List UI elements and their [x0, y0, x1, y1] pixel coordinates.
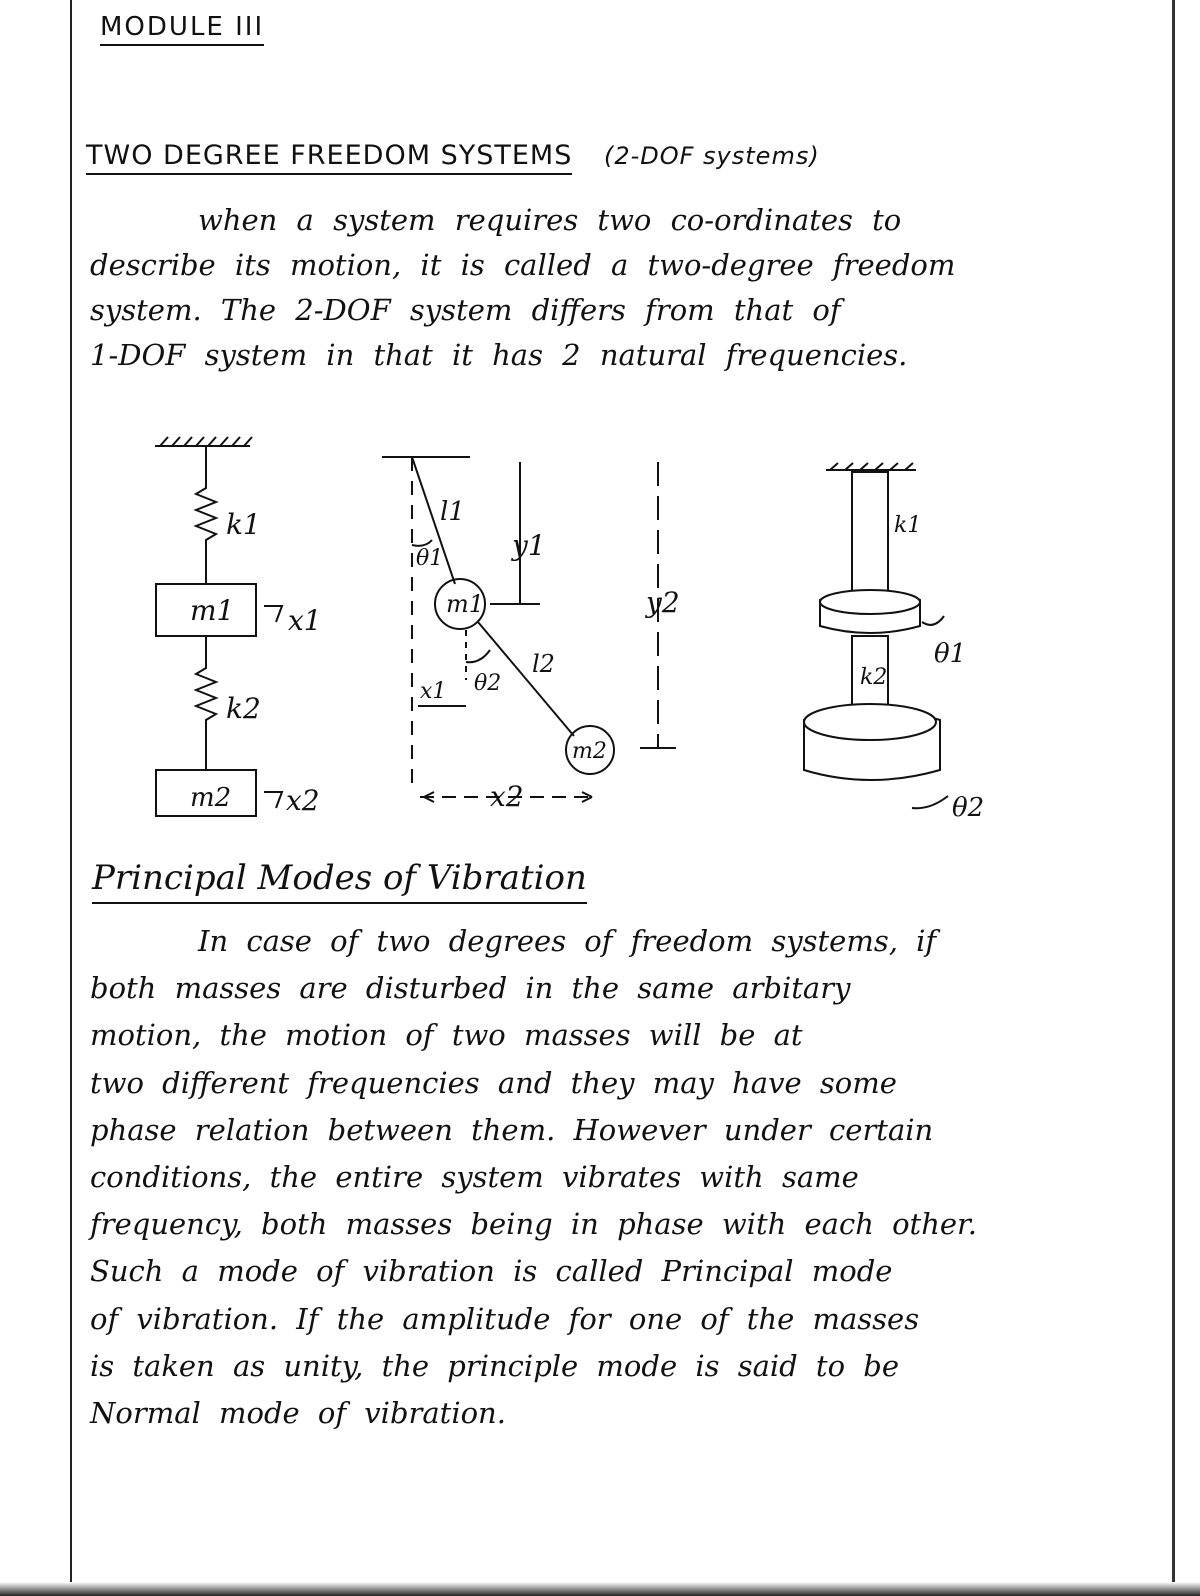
- principal-modes-paragraph: [90, 918, 1150, 1437]
- text-line: is taken as unity, the principle mode is said to be: [90, 1348, 899, 1383]
- label-theta1: θ1: [416, 546, 444, 571]
- disc-1-top: [820, 590, 920, 614]
- text-line: conditions, the entire system vibrates with same: [90, 1160, 859, 1195]
- support-hatch: [160, 437, 252, 446]
- label-pendulum-x1: x1: [420, 679, 447, 704]
- text-line: both masses are disturbed in the same arbitary: [90, 971, 851, 1006]
- arrow-theta1: [922, 616, 944, 625]
- double-pendulum-figure: [382, 457, 676, 802]
- label-torsion-k2: k2: [860, 665, 888, 690]
- text-line: system. The 2-DOF system differs from that of: [90, 293, 841, 327]
- torsion-support-hatch: [830, 463, 913, 470]
- module-heading: MODULE III: [100, 12, 264, 46]
- angle-theta2-arc: [466, 650, 490, 662]
- spring-k2: [196, 636, 216, 770]
- arrow-x1: [264, 606, 282, 622]
- text-line: Such a mode of vibration is called Principal mode: [90, 1254, 893, 1289]
- label-m2: m2: [190, 783, 232, 813]
- spring-k1: [196, 446, 216, 584]
- label-l2: l2: [532, 650, 555, 678]
- shaft-k1: [852, 472, 888, 592]
- label-pendulum-x2: x2: [490, 780, 524, 813]
- angle-theta1-arc: [412, 540, 432, 546]
- text-line: phase relation between them. However under certain: [90, 1112, 934, 1147]
- label-m1: m1: [190, 594, 235, 627]
- text-line: frequency, both masses being in phase with each other.: [90, 1207, 977, 1242]
- label-torsion-theta1: θ1: [934, 639, 967, 669]
- text-line: describe its motion, it is called a two-degree freedom: [90, 248, 956, 282]
- label-l1: l1: [440, 497, 465, 527]
- label-k2: k2: [226, 692, 261, 725]
- disc-2-top: [804, 704, 936, 740]
- torsional-figure: [804, 463, 948, 808]
- label-torsion-theta2: θ2: [952, 793, 985, 823]
- label-pendulum-m1: m1: [446, 590, 485, 618]
- text-line: of vibration. If the amplitude for one of the masses: [90, 1301, 920, 1336]
- section-title-text: TWO DEGREE FREEDOM SYSTEMS: [86, 140, 572, 175]
- label-y1: y1: [512, 529, 546, 562]
- section-title-paren: (2-DOF systems): [603, 142, 820, 170]
- page-bottom-edge: [0, 1582, 1200, 1596]
- principal-modes-heading: Principal Modes of Vibration: [92, 858, 587, 904]
- label-x2: x2: [286, 784, 320, 817]
- label-y2: y2: [646, 586, 680, 619]
- text-line: two different frequencies and they may have some: [90, 1065, 897, 1100]
- text-line: when a system requires two co-ordinates to: [198, 203, 902, 237]
- label-pendulum-m2: m2: [572, 739, 607, 764]
- text-line: 1-DOF system in that it has 2 natural frequencies.: [90, 338, 908, 372]
- text-line: Normal mode of vibration.: [90, 1396, 506, 1431]
- arrow-theta2: [912, 796, 948, 808]
- label-theta2: θ2: [474, 671, 502, 696]
- label-x1: x1: [288, 604, 322, 637]
- label-torsion-k1: k1: [894, 513, 922, 538]
- label-k1: k1: [226, 508, 261, 541]
- text-line: In case of two degrees of freedom systems, if: [198, 924, 937, 958]
- arrow-x2: [264, 792, 282, 808]
- text-line: motion, the motion of two masses will be at: [90, 1018, 803, 1053]
